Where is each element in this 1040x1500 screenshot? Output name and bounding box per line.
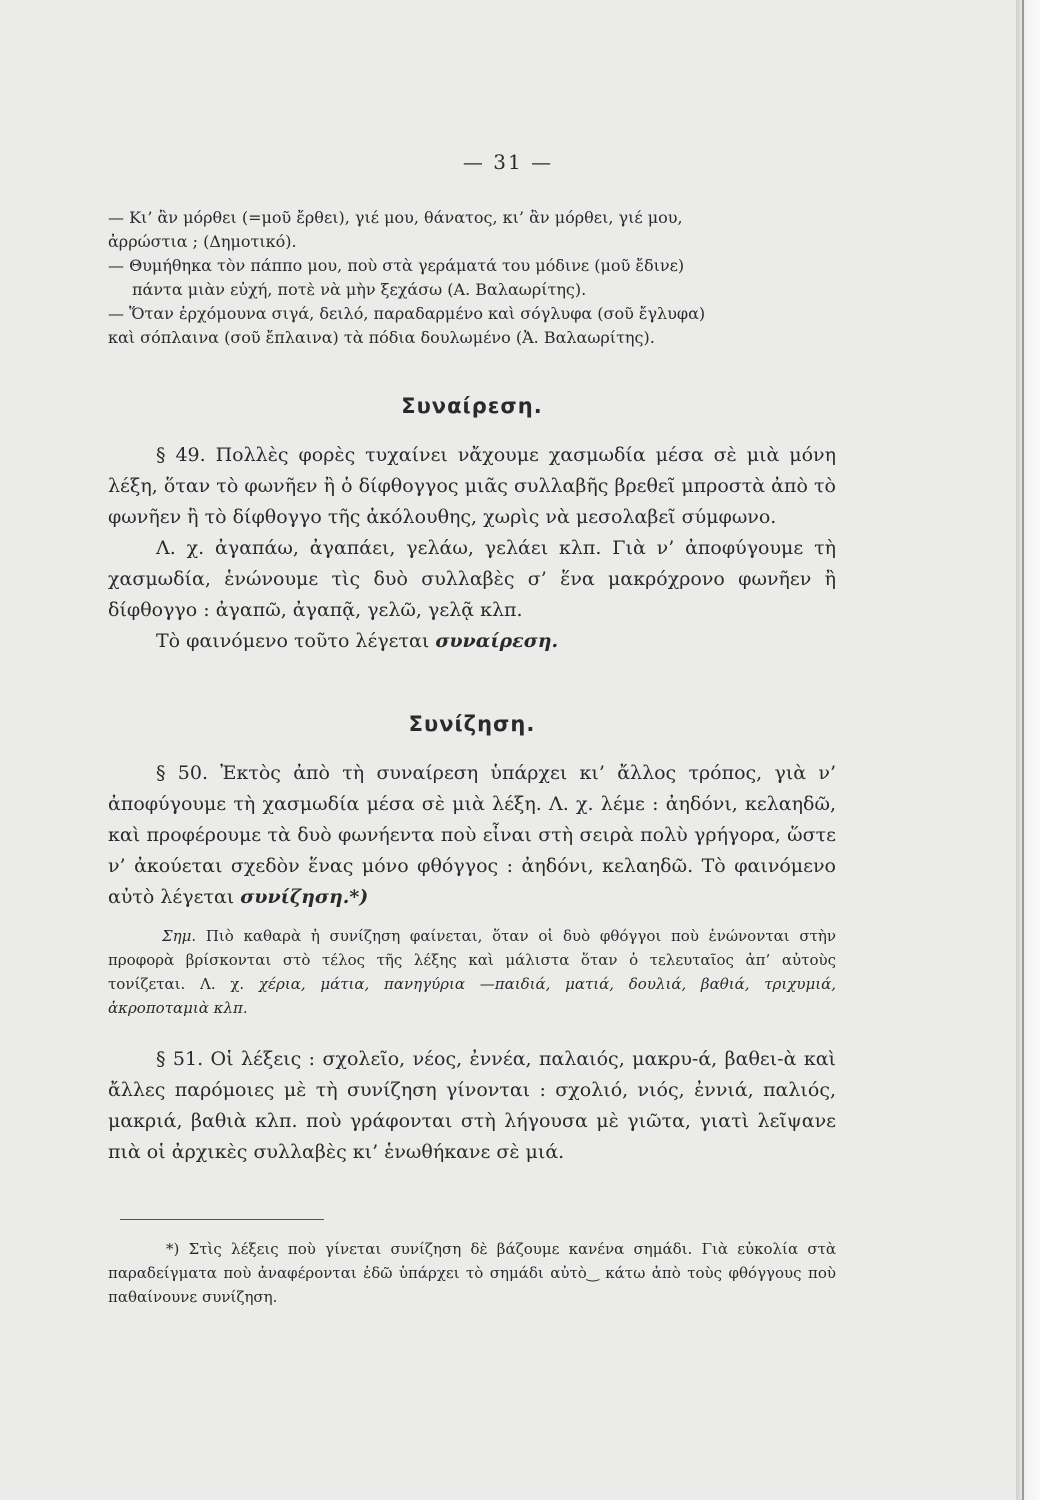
footnote-rule: [120, 1219, 324, 1220]
footnote-text: *) Στὶς λέξεις ποὺ γίνεται συνίζηση δὲ βάζουμε κανένα σημάδι. Γιὰ εὐκολία στὰ παραδείγματα ποὺ ἀναφέρονται ἐδῶ ὑπάρχει τὸ σημάδι αὐτὸ‿ κάτω ἀπὸ τοὺς φθόγγους ποὺ παθαίνουνε συνίζηση.: [108, 1240, 836, 1306]
paragraph-49-examples: Λ. χ. ἀγαπάω, ἀγαπάει, γελάω, γελάει κλπ. Γιὰ ν’ ἀποφύγουμε τὴ χασμωδία, ἑνώνουμε τὶς δυὸ συλλαβὲς σ’ ἕνα μακρόχρονο φωνῆεν ἢ δίφθογγο : ἀγαπῶ, ἀγαπᾷ, γελῶ, γελᾷ κλπ.: [108, 537, 836, 621]
page-number: — 31 —: [462, 150, 554, 174]
quote-3: — Ὅταν ἐρχόμουνα σιγά, δειλό, παραδαρμένο καὶ σόγλυφα (σοῦ ἔγλυφα): [108, 304, 706, 323]
quote-1: — Κι’ ἂν μόρθει (=μοῦ ἔρθει), γιέ μου, θάνατος, κι’ ἂν μόρθει, γιέ μου,: [108, 208, 683, 227]
paragraph-49-closing: Τὸ φαινόμενο τοῦτο λέγεται συναίρεση.: [156, 630, 559, 652]
quote-3-cont: καὶ σόπλαινα (σοῦ ἔπλαινα) τὰ πόδια δουλωμένο (Ἀ. Βαλαωρίτης).: [108, 328, 655, 347]
note-block: [108, 924, 836, 1020]
section-51: [108, 1044, 836, 1168]
paragraph-49: § 49. Πολλὲς φορὲς τυχαίνει νἄχουμε χασμωδία μέσα σὲ μιὰ μόνη λέξη, ὅταν τὸ φωνῆεν ἢ ὁ δίφθογγος μιᾶς συλλαβῆς βρεθεῖ μπροστὰ ἀπὸ τὸ φωνῆεν ἢ τὸ δίφθογγο τῆς ἀκόλουθης, χωρὶς νὰ μεσολαβεῖ σύμφωνο.: [108, 444, 836, 528]
section-50: [108, 758, 836, 913]
page-edge: [1016, 0, 1040, 1500]
quote-2-cont: πάντα μιὰν εὐχή, ποτὲ νὰ μὴν ξεχάσω (Α. Βαλαωρίτης).: [132, 280, 587, 299]
term-synairesi: συναίρεση.: [435, 630, 559, 652]
quote-1-cont: ἀρρώστια ; (Δημοτικό).: [108, 232, 297, 251]
footnote: [108, 1237, 836, 1309]
heading-synairesi: Συναίρεση.: [401, 394, 543, 418]
note-label: Σημ.: [162, 927, 197, 945]
paragraph-50: § 50. Ἐκτὸς ἀπὸ τὴ συναίρεση ὑπάρχει κι’ ἄλλος τρόπος, γιὰ ν’ ἀποφύγουμε τὴ χασμωδία μέσα σὲ μιὰ λέξη. Λ. χ. λέμε : ἀηδόνι, κελαηδῶ, καὶ προφέρουμε τὰ δυὸ φωνήεντα ποὺ εἶναι στὴ σειρὰ πολὺ γρήγορα, ὥστε ν’ ἀκούεται σχεδὸν ἕνας μόνο φθόγγος : ἀηδόνι, κελαηδῶ. Τὸ φαινόμενο αὐτὸ λέγεται συνίζηση.*): [108, 762, 836, 908]
quote-2: — Θυμήθηκα τὸν πάππο μου, ποὺ στὰ γεράματά του μόδινε (μοῦ ἔδινε): [108, 256, 685, 275]
heading-synizisi: Συνίζηση.: [408, 712, 536, 736]
term-synizisi: συνίζηση.*): [240, 886, 369, 908]
quotes-block: [108, 206, 836, 350]
section-49: [108, 440, 836, 657]
note-examples: χέρια, μάτια, πανηγύρια —παιδιά, ματιά, δουλιά, βαθιά, τριχυμιά, ἀκροποταμιὰ κλπ.: [108, 975, 836, 1017]
note-paragraph: Σημ. Πιὸ καθαρὰ ἡ συνίζηση φαίνεται, ὅταν οἱ δυὸ φθόγγοι ποὺ ἑνώνονται στὴν προφορὰ βρίσκονται στὸ τέλος τῆς λέξης καὶ μάλιστα ὅταν ὁ τελευταῖος ἀπ’ αὐτοὺς τονίζεται. Λ. χ. χέρια, μάτια, πανηγύρια —παιδιά, ματιά, δουλιά, βαθιά, τριχυμιά, ἀκροποταμιὰ κλπ.: [108, 927, 836, 1017]
paragraph-51: § 51. Οἱ λέξεις : σχολεῖο, νέος, ἐννέα, παλαιός, μακρυ-ά, βαθει-ὰ καὶ ἄλλες παρόμοιες μὲ τὴ συνίζηση γίνονται : σχολιό, νιός, ἐννιά, παλιός, μακριά, βαθιὰ κλπ. ποὺ γράφονται στὴ λήγουσα μὲ γιῶτα, γιατὶ λεῖψανε πιὰ οἱ ἀρχικὲς συλλαβὲς κι’ ἑνωθήκανε σὲ μιά.: [108, 1048, 836, 1163]
